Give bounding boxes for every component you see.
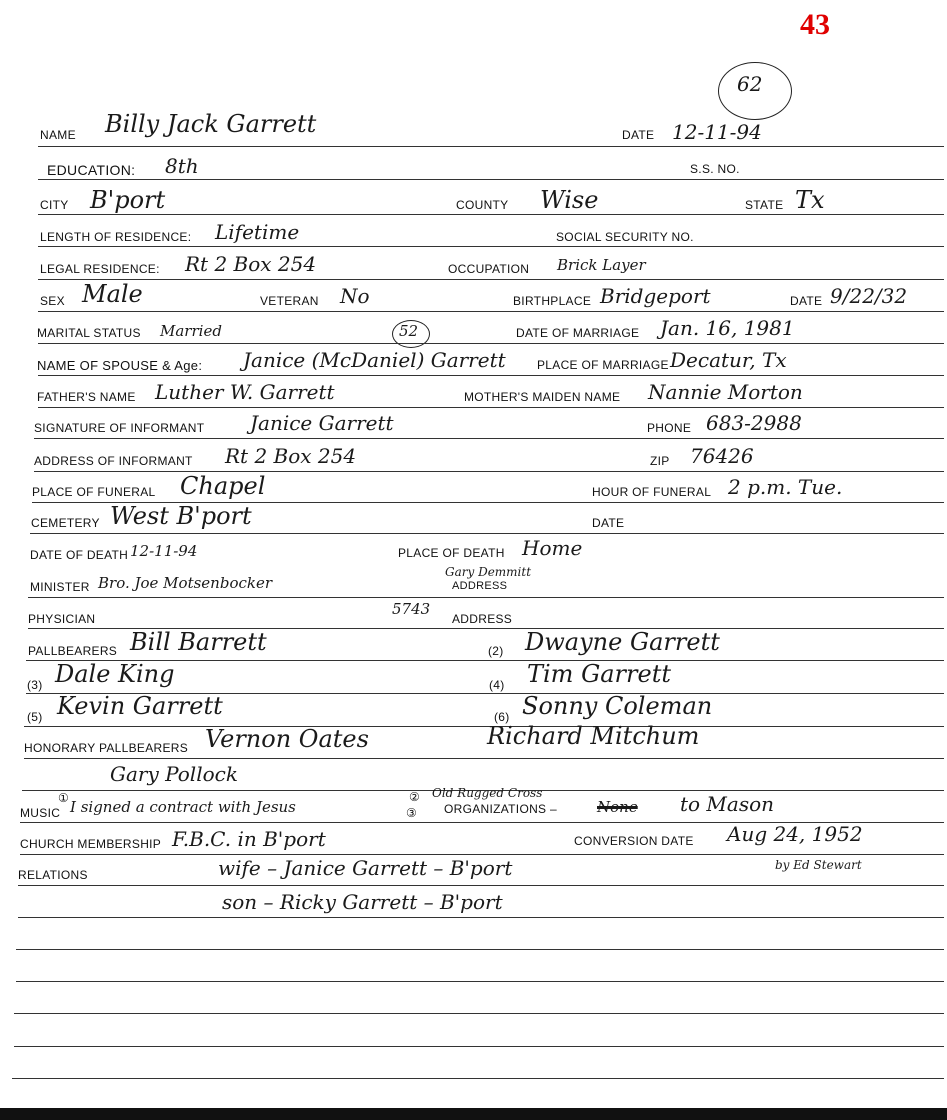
physician-label: PHYSICIAN (28, 612, 96, 626)
cemetery-label: CEMETERY (31, 516, 100, 530)
relation-1-value: wife – Janice Garrett – B'port (218, 856, 513, 880)
circled-number: 62 (737, 72, 763, 96)
veteran-label: VETERAN (260, 294, 319, 308)
address-informant-label: ADDRESS OF INFORMANT (34, 454, 193, 468)
rule (24, 726, 944, 727)
honorary-pallbearers-label: HONORARY PALLBEARERS (24, 741, 189, 755)
date-of-death-label: DATE OF DEATH (30, 548, 129, 562)
conversion-date-value: Aug 24, 1952 (727, 822, 863, 846)
state-value: Tx (795, 186, 825, 214)
music-number-2: ② (409, 790, 420, 804)
music-number-3: ③ (406, 806, 417, 820)
date-label: DATE (622, 128, 655, 142)
pallbearer-1-value: Bill Barrett (130, 628, 267, 656)
rule (14, 1013, 944, 1014)
rule (14, 1046, 944, 1047)
spouse-label: NAME OF SPOUSE & Age: (37, 358, 203, 373)
rule (16, 981, 944, 982)
marital-status-label: MARITAL STATUS (37, 326, 141, 340)
rule (38, 279, 944, 280)
honorary-3-value: Gary Pollock (110, 762, 238, 786)
spouse-value: Janice (McDaniel) Garrett (243, 348, 506, 372)
age-circled-value: 52 (399, 322, 419, 340)
pallbearer-6-value: Sonny Coleman (522, 692, 713, 720)
date-value: 12-11-94 (672, 120, 762, 144)
rule (20, 854, 944, 855)
length-of-residence-value: Lifetime (215, 220, 300, 244)
sex-label: SEX (40, 294, 65, 308)
cemetery-value: West B'port (110, 502, 252, 530)
pallbearer-4-label: (4) (489, 678, 505, 692)
pallbearers-label: PALLBEARERS (28, 644, 118, 658)
county-value: Wise (540, 186, 599, 214)
date-of-marriage-label: DATE OF MARRIAGE (516, 326, 640, 340)
occupation-label: OCCUPATION (448, 262, 530, 276)
occupation-value: Brick Layer (557, 256, 646, 274)
rule (38, 179, 944, 180)
place-of-death-value: Home (522, 536, 583, 560)
pallbearer-5-label: (5) (27, 710, 43, 724)
cemetery-date-label: DATE (592, 516, 625, 530)
mother-value: Nannie Morton (648, 380, 803, 404)
rule (34, 438, 944, 439)
place-of-funeral-label: PLACE OF FUNERAL (32, 485, 156, 499)
education-label: EDUCATION: (47, 162, 136, 178)
pallbearer-2-value: Dwayne Garrett (525, 628, 720, 656)
relation-2-value: son – Ricky Garrett – B'port (222, 890, 503, 914)
organizations-struck-value: None (597, 798, 638, 816)
minister-label: MINISTER (30, 580, 90, 594)
physician-extra-value: 5743 (392, 600, 431, 618)
rule (30, 533, 944, 534)
rule (16, 949, 944, 950)
city-value: B'port (90, 186, 166, 214)
date-of-death-value: 12-11-94 (130, 542, 198, 560)
honorary-2-value: Richard Mitchum (487, 722, 700, 750)
birthplace-label: BIRTHPLACE (513, 294, 592, 308)
organizations-label: ORGANIZATIONS – (444, 802, 557, 816)
length-of-residence-label: LENGTH OF RESIDENCE: (40, 230, 192, 244)
mother-label: MOTHER'S MAIDEN NAME (464, 390, 621, 404)
ss-no-short-label: S.S. NO. (690, 162, 740, 176)
relations-label: RELATIONS (18, 868, 88, 882)
pallbearer-6-label: (6) (494, 710, 510, 724)
state-label: STATE (745, 198, 784, 212)
hour-of-funeral-label: HOUR OF FUNERAL (592, 485, 712, 499)
rule (38, 246, 944, 247)
music-song-1: I signed a contract with Jesus (70, 798, 296, 816)
minister-value: Bro. Joe Motsenbocker (98, 574, 273, 592)
name-label: NAME (40, 128, 76, 142)
phone-value: 683-2988 (706, 411, 802, 435)
music-number-1: ① (58, 791, 69, 805)
pallbearer-5-value: Kevin Garrett (57, 692, 223, 720)
physician-address-label: ADDRESS (452, 612, 513, 626)
rule (38, 407, 944, 408)
pallbearer-4-value: Tim Garrett (527, 660, 671, 688)
phone-label: PHONE (647, 421, 692, 435)
zip-label: ZIP (650, 454, 670, 468)
rule (38, 214, 944, 215)
name-value: Billy Jack Garrett (105, 110, 317, 138)
page-number: 43 (800, 8, 830, 41)
father-value: Luther W. Garrett (155, 380, 335, 404)
place-of-funeral-value: Chapel (180, 472, 266, 500)
rule (38, 343, 944, 344)
rule (24, 758, 944, 759)
father-label: FATHER'S NAME (37, 390, 136, 404)
birth-date-label: DATE (790, 294, 823, 308)
place-of-death-label: PLACE OF DEATH (398, 546, 505, 560)
legal-residence-label: LEGAL RESIDENCE: (40, 262, 160, 276)
education-value: 8th (165, 154, 199, 178)
minister-extra-value: Gary Demmitt (445, 565, 532, 579)
city-label: CITY (40, 198, 69, 212)
legal-residence-value: Rt 2 Box 254 (185, 252, 317, 276)
address-informant-value: Rt 2 Box 254 (225, 444, 357, 468)
hour-of-funeral-value: 2 p.m. Tue. (728, 475, 843, 499)
rule (38, 146, 944, 147)
place-of-marriage-value: Decatur, Tx (670, 348, 787, 372)
scan-edge-bar (0, 1108, 947, 1120)
county-label: COUNTY (456, 198, 509, 212)
signature-label: SIGNATURE OF INFORMANT (34, 421, 205, 435)
birthplace-value: Bridgeport (600, 284, 711, 308)
rule (34, 471, 944, 472)
music-label: MUSIC (20, 806, 61, 820)
date-of-marriage-value: Jan. 16, 1981 (660, 316, 795, 340)
honorary-1-value: Vernon Oates (205, 725, 369, 753)
church-membership-value: F.B.C. in B'port (172, 827, 326, 851)
social-security-label: SOCIAL SECURITY NO. (556, 230, 694, 244)
pallbearer-2-label: (2) (488, 644, 504, 658)
rule (18, 917, 944, 918)
church-membership-label: CHURCH MEMBERSHIP (20, 837, 162, 851)
conversion-date-label: CONVERSION DATE (574, 834, 694, 848)
rule (38, 375, 944, 376)
marital-status-value: Married (160, 322, 222, 340)
rule (12, 1078, 944, 1079)
conversion-by-value: by Ed Stewart (775, 858, 862, 872)
minister-address-label: ADDRESS (452, 580, 508, 592)
pallbearer-3-label: (3) (27, 678, 43, 692)
signature-value: Janice Garrett (250, 411, 394, 435)
veteran-value: No (340, 284, 370, 308)
place-of-marriage-label: PLACE OF MARRIAGE (537, 358, 669, 372)
rule (38, 311, 944, 312)
sex-value: Male (82, 280, 143, 308)
birth-date-value: 9/22/32 (830, 284, 908, 308)
rule (28, 597, 944, 598)
pallbearer-3-value: Dale King (55, 660, 175, 688)
rule (18, 885, 944, 886)
music-song-2: Old Rugged Cross (432, 786, 543, 800)
zip-value: 76426 (690, 444, 754, 468)
organizations-value: to Mason (680, 792, 775, 816)
